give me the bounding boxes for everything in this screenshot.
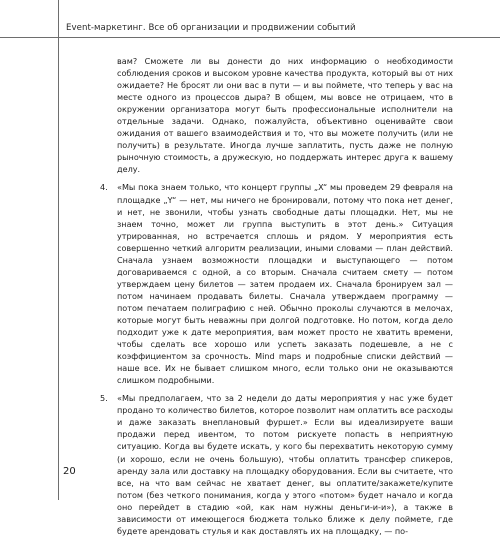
horizontal-guide-line xyxy=(0,37,500,38)
running-head: Event-маркетинг. Все об организации и продвижении событий xyxy=(66,23,356,33)
list-item-text: «Мы пока знаем только, что концерт группы „X“ мы проведем 29 февраля на площадке „Y“ — нет, мы ничего не бронировали, потому что пока нет денег, и нет, не звонили, чтобы узнать свободные даты площадки. Нет, мы не знаем точно, может ли группа выступить в этот день.» Ситуация утрированная, но встречается сплошь и рядом. У мероприятия есть совершенно четкий алгоритм реализации, иными словами — план действий. Сначала узнаем возможности площадки и выступающего — потом договариваемся с одной, а со вторым. Сначала считаем смету — потом утверждаем цену билетов — затем продаем их. Сначала бронируем зал — потом начинаем продавать билеты. Сначала утверждаем программу — потом печатаем полиграфию с ней. Обычно проколы случаются в мелочах, которые могут быть неважны при долгой подготовке. Но потом, когда дело подходит уже к дате мероприятия, вам может просто не хватить времени, чтобы сделать все хорошо или успеть заказать подешевле, а не с коэффициентом за срочность. Mind maps и подробные списки действий — наше все. Их не бывает слишком много, если только они не оказываются слишком подробными. xyxy=(117,182,453,386)
page-number: 20 xyxy=(63,466,76,477)
list-item-number: 5. xyxy=(100,393,108,404)
continuation-paragraph: вам? Сможете ли вы донести до них информацию о необходимости соблюдения сроков и высоком уровне качества продукта, который вы от них ожидаете? Не бросят ли они вас в пути — и вы поймете, что теперь у вас на месте одного из процессов дыра? В общем, мы вовсе не отрицаем, что в окружении организатора могут быть профессиональные исполнители на отдельные задачи. Однако, пожалуйста, объективно оценивайте свои ожидания от вашего взаимодействия и то, что вы можете получить (или не получить) в результате. Иногда лучше заплатить, пусть даже не полную рыночную стоимость, а дружескую, но поддержать интерес друга к вашему делу. xyxy=(117,56,453,175)
list-item-5 xyxy=(100,392,454,537)
list-item-4 xyxy=(100,181,453,386)
vertical-guide-line xyxy=(58,0,59,500)
list-item-number: 4. xyxy=(100,182,108,193)
list-item-text: «Мы предполагаем, что за 2 недели до даты мероприятия у нас уже будет продано то количество билетов, которое позволит нам оплатить все расходы и даже заказать внеплановый фуршет.» Если вы идеализируете ваши продажи перед ивентом, то потом рискуете попасть в неприятную ситуацию. Когда вы будете искать, у кого бы перехватить некоторую сумму (и хорошо, если не очень большую), чтобы оплатить трансфер спикеров, аренду зала или доставку на площадку оборудования. Если вы считаете, что все, на что вам сейчас не хватает денег, вы оплатите/закажете/купите потом (без четкого понимания, когда у этого «потом» будет начало и когда оно перейдет в стадию «ой, как нам нужны деньги-и-и»), а также в зависимости от имеющегося бюджета только ближе к делу поймете, где будете арендовать стулья и как доставлять их на площадку, — по- xyxy=(117,393,454,536)
page-body xyxy=(100,55,454,537)
